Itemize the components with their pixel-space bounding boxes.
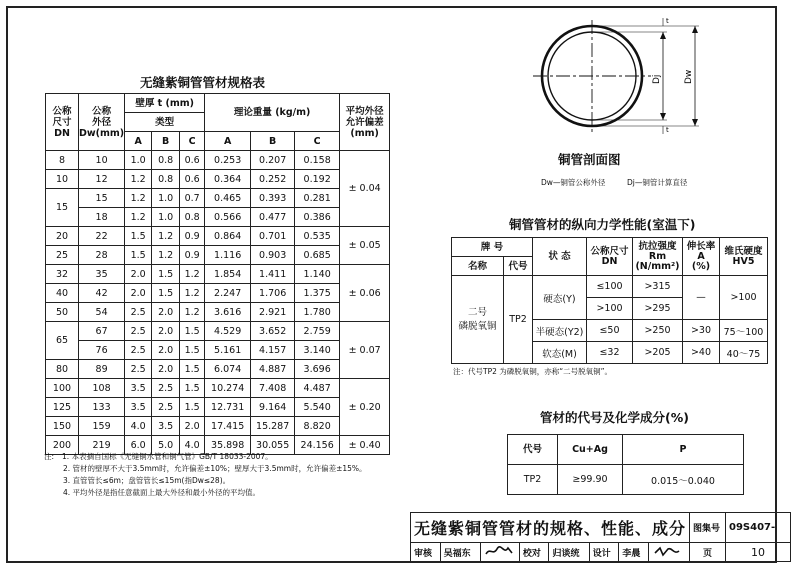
cell-gc: 0.535	[295, 227, 340, 246]
cell-wc: 0.7	[180, 189, 205, 208]
cell-wb: 1.2	[152, 246, 180, 265]
cell-gb: 2.921	[251, 303, 295, 322]
cell-ga: 0.864	[205, 227, 251, 246]
cell-wb: 2.0	[152, 360, 180, 379]
cell-wc: 1.5	[180, 341, 205, 360]
page-number: 10	[726, 543, 791, 562]
chem-table-title: 管材的代号及化学成分(%)	[540, 410, 689, 425]
label-dw: Dw	[684, 69, 694, 84]
spec-row	[46, 189, 390, 208]
header-brand: 牌 号	[452, 238, 533, 257]
header-dn: 公称 尺寸 DN	[46, 94, 79, 151]
header-type: 类型	[125, 113, 205, 132]
review-signature	[480, 543, 519, 562]
header-weight: 理论重量 (kg/m)	[205, 94, 340, 132]
cell-wc: 0.9	[180, 227, 205, 246]
cell-ga: 17.415	[205, 417, 251, 436]
hard-elongation: —	[683, 276, 720, 320]
cell-wc: 0.9	[180, 246, 205, 265]
cell-ga: 4.529	[205, 322, 251, 341]
cell-gc: 0.158	[295, 151, 340, 170]
cell-tolerance: ± 0.04	[340, 151, 390, 227]
legend-dj: Dj—铜管计算直径	[627, 178, 688, 187]
state-half-hard: 半硬态(Y2)	[533, 320, 587, 342]
cell-wc: 1.2	[180, 265, 205, 284]
cell-gc: 0.685	[295, 246, 340, 265]
spec-table	[45, 93, 390, 455]
header-weight-b: B	[251, 132, 295, 151]
atlas-number: 09S407-	[726, 513, 791, 543]
cell-dn: 32	[46, 265, 79, 284]
header-cuag: Cu+Ag	[558, 435, 623, 465]
note-2: 2. 管材的壁厚不大于3.5mm时，允许偏差±10%；壁厚大于3.5mm时，允许偏差±15%。	[63, 464, 367, 473]
chem-p: 0.015～0.040	[623, 465, 744, 495]
cell-wb: 2.0	[152, 341, 180, 360]
title-block	[410, 512, 791, 562]
cell-gb: 7.408	[251, 379, 295, 398]
state-soft: 软态(M)	[533, 342, 587, 364]
cell-wc: 1.5	[180, 398, 205, 417]
spec-row	[46, 398, 390, 417]
cell-gc: 2.759	[295, 322, 340, 341]
cell-wa: 2.0	[125, 284, 152, 303]
cell-wb: 5.0	[152, 436, 180, 455]
cell-wb: 1.5	[152, 265, 180, 284]
note-3: 3. 直管管长≤6m；盘管管长≤15m(指Dw≤28)。	[63, 476, 231, 485]
cell-wb: 2.0	[152, 322, 180, 341]
cell-wc: 1.2	[180, 284, 205, 303]
spec-row	[46, 227, 390, 246]
cell-wa: 1.5	[125, 227, 152, 246]
spec-row	[46, 303, 390, 322]
r4-elongation: >40	[683, 342, 720, 364]
spec-notes	[44, 451, 367, 499]
header-wall-c: C	[180, 132, 205, 151]
atlas-label: 图集号	[690, 513, 726, 543]
spec-row	[46, 322, 390, 341]
header-weight-c: C	[295, 132, 340, 151]
spec-row	[46, 151, 390, 170]
cell-ga: 0.364	[205, 170, 251, 189]
design-label: 设计	[589, 543, 619, 562]
r3-elongation: >30	[683, 320, 720, 342]
cell-wb: 2.5	[152, 398, 180, 417]
cell-ga: 35.898	[205, 436, 251, 455]
cell-ga: 12.731	[205, 398, 251, 417]
cell-wc: 0.6	[180, 151, 205, 170]
spec-row	[46, 341, 390, 360]
header-tolerance: 平均外径 允许偏差 (mm)	[340, 94, 390, 151]
cell-gb: 0.393	[251, 189, 295, 208]
mech-name: 二号 磷脱氧铜	[452, 276, 504, 364]
review-name: 吴福东	[440, 543, 480, 562]
cell-dw: 219	[79, 436, 125, 455]
cell-wa: 2.5	[125, 360, 152, 379]
cell-wc: 1.5	[180, 379, 205, 398]
header-dw: 公称 外径 Dw(mm)	[79, 94, 125, 151]
cell-dn: 80	[46, 360, 79, 379]
cell-gc: 0.192	[295, 170, 340, 189]
header-wall: 壁厚 t (mm)	[125, 94, 205, 113]
cell-tolerance: ± 0.05	[340, 227, 390, 265]
main-title: 无缝紫铜管管材的规格、性能、成分	[411, 513, 690, 543]
cell-wb: 0.8	[152, 151, 180, 170]
spec-row	[46, 417, 390, 436]
cell-wa: 1.2	[125, 170, 152, 189]
page-label: 页	[690, 543, 726, 562]
cell-wc: 1.5	[180, 360, 205, 379]
cell-wa: 1.5	[125, 246, 152, 265]
header-name: 名称	[452, 257, 504, 276]
mech-table	[451, 237, 768, 364]
cell-dw: 54	[79, 303, 125, 322]
header-code: 代号	[504, 257, 533, 276]
design-name: 李晨	[619, 543, 649, 562]
cell-tolerance: ± 0.07	[340, 322, 390, 379]
r2-dn: >100	[587, 298, 633, 320]
cell-gc: 4.487	[295, 379, 340, 398]
cell-gc: 5.540	[295, 398, 340, 417]
label-t-bottom: t	[666, 126, 669, 134]
r3-dn: ≤50	[587, 320, 633, 342]
cell-wb: 0.8	[152, 170, 180, 189]
cell-dw: 67	[79, 322, 125, 341]
cell-dw: 133	[79, 398, 125, 417]
cell-wa: 6.0	[125, 436, 152, 455]
cell-wc: 2.0	[180, 417, 205, 436]
cell-wc: 1.5	[180, 322, 205, 341]
cell-gc: 1.140	[295, 265, 340, 284]
label-t-top: t	[666, 17, 669, 25]
cell-gc: 0.386	[295, 208, 340, 227]
cell-wb: 2.5	[152, 379, 180, 398]
cell-ga: 0.465	[205, 189, 251, 208]
header-rm: 抗拉强度 Rm (N/mm²)	[633, 238, 683, 276]
mech-code: TP2	[504, 276, 533, 364]
r3-rm: >250	[633, 320, 683, 342]
cell-dw: 28	[79, 246, 125, 265]
cell-wc: 4.0	[180, 436, 205, 455]
cell-tolerance: ± 0.20	[340, 379, 390, 436]
cell-tolerance: ± 0.40	[340, 436, 390, 455]
cell-wa: 2.5	[125, 303, 152, 322]
cell-wb: 1.0	[152, 208, 180, 227]
legend-dw: Dw—铜管公称外径	[541, 178, 606, 187]
chem-cuag: ≥99.90	[558, 465, 623, 495]
r3-hardness: 75～100	[720, 320, 768, 342]
cell-dw: 35	[79, 265, 125, 284]
cell-wa: 1.2	[125, 208, 152, 227]
label-dj: Dj	[652, 74, 662, 84]
cell-gb: 4.157	[251, 341, 295, 360]
cell-gb: 1.411	[251, 265, 295, 284]
cell-wb: 2.0	[152, 303, 180, 322]
mech-note: 注：代号TP2 为磷脱氧铜，亦称“二号脱氧铜”。	[453, 367, 613, 376]
cell-wc: 0.8	[180, 208, 205, 227]
cell-tolerance: ± 0.06	[340, 265, 390, 322]
spec-row	[46, 265, 390, 284]
cell-gc: 1.780	[295, 303, 340, 322]
cell-wa: 2.0	[125, 265, 152, 284]
cell-wb: 3.5	[152, 417, 180, 436]
spec-row	[46, 170, 390, 189]
cell-dn: 50	[46, 303, 79, 322]
header-elongation: 伸长率 A (%)	[683, 238, 720, 276]
check-label: 校对	[519, 543, 549, 562]
cell-wa: 3.5	[125, 398, 152, 417]
cell-gb: 0.252	[251, 170, 295, 189]
spec-row	[46, 246, 390, 265]
note-1: 1. 本表摘自国标《无缝铜水管和铜气管》GB/T 18033-2007。	[62, 452, 273, 461]
cell-wb: 1.5	[152, 284, 180, 303]
cell-dw: 159	[79, 417, 125, 436]
header-wall-b: B	[152, 132, 180, 151]
cell-dn: 10	[46, 170, 79, 189]
cell-dw: 18	[79, 208, 125, 227]
r1-rm: >315	[633, 276, 683, 298]
cell-gc: 1.375	[295, 284, 340, 303]
cell-ga: 2.247	[205, 284, 251, 303]
cell-dn: 125	[46, 398, 79, 417]
notes-label: 注:	[44, 452, 55, 461]
cell-wb: 1.2	[152, 227, 180, 246]
spec-row	[46, 284, 390, 303]
cell-wa: 1.2	[125, 189, 152, 208]
cell-dn: 8	[46, 151, 79, 170]
cell-wa: 4.0	[125, 417, 152, 436]
cell-ga: 6.074	[205, 360, 251, 379]
cell-gc: 3.696	[295, 360, 340, 379]
design-signature	[649, 543, 690, 562]
cell-gb: 0.701	[251, 227, 295, 246]
cell-gb: 0.903	[251, 246, 295, 265]
header-mech-dn: 公称尺寸 DN	[587, 238, 633, 276]
header-state: 状 态	[533, 238, 587, 276]
cell-ga: 3.616	[205, 303, 251, 322]
cell-dn: 150	[46, 417, 79, 436]
cell-gc: 0.281	[295, 189, 340, 208]
cell-dw: 22	[79, 227, 125, 246]
state-hard: 硬态(Y)	[533, 276, 587, 320]
cell-gb: 9.164	[251, 398, 295, 417]
cell-gc: 3.140	[295, 341, 340, 360]
cell-wa: 1.0	[125, 151, 152, 170]
cell-dw: 12	[79, 170, 125, 189]
header-wall-a: A	[125, 132, 152, 151]
cell-dn: 15	[46, 189, 79, 227]
spec-row	[46, 360, 390, 379]
cell-gc: 8.820	[295, 417, 340, 436]
cell-gb: 3.652	[251, 322, 295, 341]
header-hardness: 维氏硬度 HV5	[720, 238, 768, 276]
header-p: P	[623, 435, 744, 465]
cell-dw: 108	[79, 379, 125, 398]
cell-ga: 0.253	[205, 151, 251, 170]
r4-dn: ≤32	[587, 342, 633, 364]
cell-gb: 0.477	[251, 208, 295, 227]
cell-gb: 15.287	[251, 417, 295, 436]
r1-dn: ≤100	[587, 276, 633, 298]
cell-dw: 10	[79, 151, 125, 170]
cell-dn: 65	[46, 322, 79, 360]
cell-ga: 1.116	[205, 246, 251, 265]
pipe-section-diagram	[515, 14, 725, 154]
cell-dn: 20	[46, 227, 79, 246]
cell-wc: 1.2	[180, 303, 205, 322]
cell-dn: 100	[46, 379, 79, 398]
cell-dn: 25	[46, 246, 79, 265]
section-caption: 铜管剖面图	[558, 152, 621, 167]
chem-code: TP2	[508, 465, 558, 495]
spec-row	[46, 208, 390, 227]
cell-wa: 3.5	[125, 379, 152, 398]
cell-dw: 89	[79, 360, 125, 379]
mech-table-title: 铜管管材的纵向力学性能(室温下)	[509, 217, 696, 232]
cell-gc: 24.156	[295, 436, 340, 455]
review-label: 审核	[411, 543, 441, 562]
note-4: 4. 平均外径是指任意截面上最大外径和最小外径的平均值。	[63, 488, 261, 497]
cell-dn: 40	[46, 284, 79, 303]
header-chem-code: 代号	[508, 435, 558, 465]
cell-wa: 2.5	[125, 341, 152, 360]
check-name: 归谈统	[549, 543, 589, 562]
header-weight-a: A	[205, 132, 251, 151]
r2-rm: >295	[633, 298, 683, 320]
cell-dw: 15	[79, 189, 125, 208]
cell-dw: 42	[79, 284, 125, 303]
spec-row	[46, 379, 390, 398]
cell-ga: 10.274	[205, 379, 251, 398]
cell-dn: 200	[46, 436, 79, 455]
cell-ga: 0.566	[205, 208, 251, 227]
cell-wb: 1.0	[152, 189, 180, 208]
cell-gb: 4.887	[251, 360, 295, 379]
spec-table-title: 无缝紫铜管管材规格表	[140, 75, 266, 90]
r4-rm: >205	[633, 342, 683, 364]
cell-dw: 76	[79, 341, 125, 360]
cell-wc: 0.6	[180, 170, 205, 189]
r4-hardness: 40～75	[720, 342, 768, 364]
cell-gb: 30.055	[251, 436, 295, 455]
cell-gb: 1.706	[251, 284, 295, 303]
hard-hardness: >100	[720, 276, 768, 320]
cell-gb: 0.207	[251, 151, 295, 170]
cell-ga: 1.854	[205, 265, 251, 284]
cell-ga: 5.161	[205, 341, 251, 360]
cell-wa: 2.5	[125, 322, 152, 341]
chem-table	[507, 434, 744, 495]
